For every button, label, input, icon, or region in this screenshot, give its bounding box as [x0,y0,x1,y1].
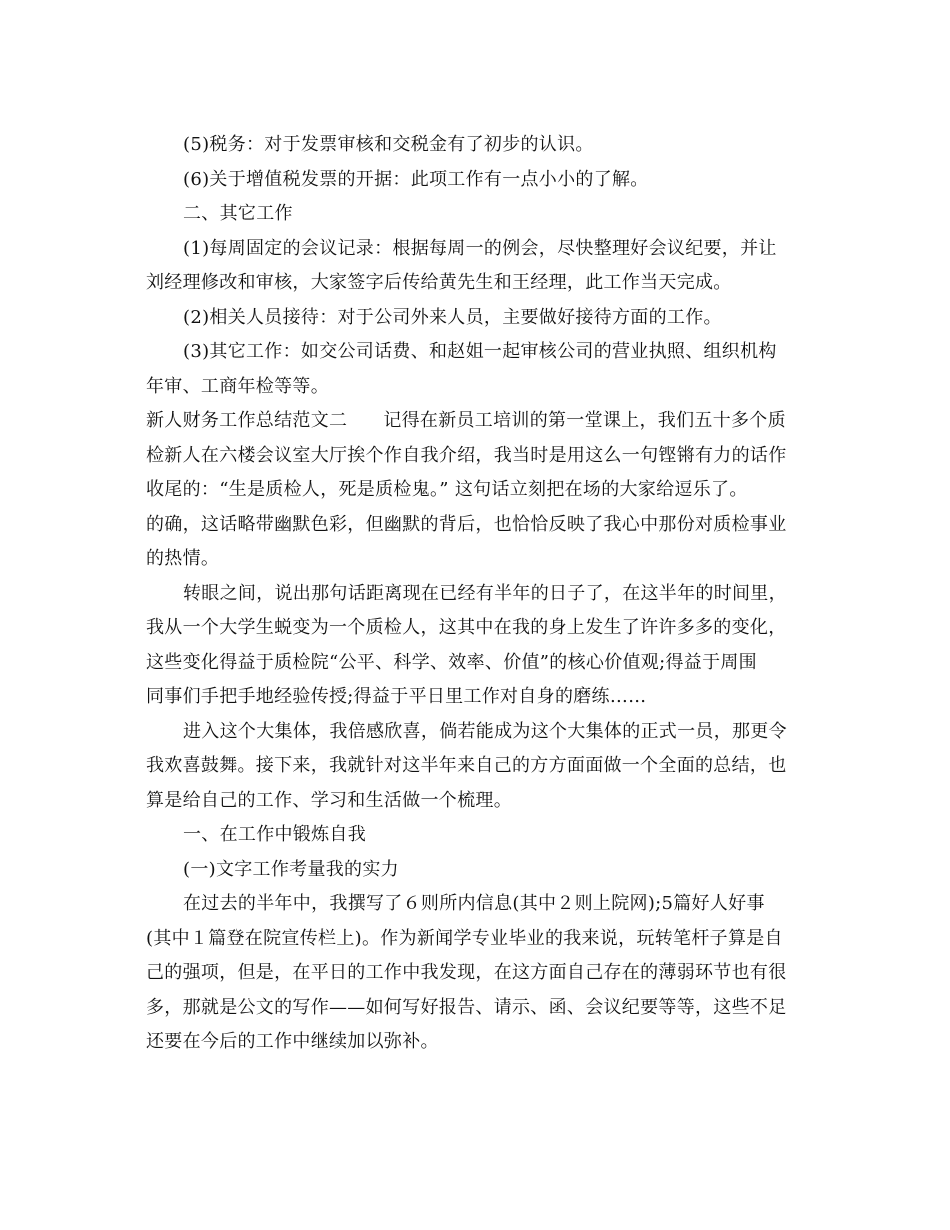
paragraph-line: (5)税务：对于发票审核和交税金有了初步的认识。 [183,134,594,155]
paragraph-line: 的确，这话略带幽默色彩，但幽默的背后，也恰恰反映了我心中那份对质检事业 [146,513,787,535]
paragraph-line: 己的强项，但是，在平日的工作中我发现，在这方面自己存在的薄弱环节也有很 [146,962,787,983]
paragraph-line: (6)关于增值税发票的开据：此项工作有一点小小的了解。 [183,168,649,190]
paragraph-text: 记得在新员工培训的第一堂课上，我们五十多个质 [383,410,786,431]
paragraph-line: (2)相关人员接待：对于公司外来人员，主要做好接待方面的工作。 [183,306,722,328]
paragraph-line: 我欢喜鼓舞。接下来，我就针对这半年来自己的方方面面做一个全面的总结，也 [146,755,787,776]
paragraph-line: 我从一个大学生蜕变为一个质检人，这其中在我的身上发生了许许多多的变化， [146,617,787,638]
paragraph-line: 在过去的半年中，我撰写了６则所内信息(其中２则上院网);5篇好人好事 [183,893,765,914]
paragraph-line: (1)每周固定的会议记录：根据每周一的例会，尽快整理好会议纪要，并让 [183,237,777,259]
paragraph-line: 进入这个大集体，我倍感欣喜，倘若能成为这个大集体的正式一员，那更令 [183,720,787,742]
paragraph-line: 转眼之间，说出那句话距离现在已经有半年的日子了，在这半年的时间里， [183,582,787,604]
paragraph-line: 同事们手把手地经验传授;得益于平日里工作对自身的磨练…… [146,686,647,707]
subsection-heading: (一)文字工作考量我的实力 [183,858,399,880]
paragraph-line: 检新人在六楼会议室大厅挨个作自我介绍，我当时是用这么一句铿锵有力的话作 [146,444,787,466]
paragraph-line: 收尾的：“生是质检人，死是质检鬼。” 这句话立刻把在场的大家给逗乐了。 [146,479,748,500]
paragraph-line [146,404,806,439]
paragraph-line: 的热情。 [146,548,220,569]
paragraph-line: (其中１篇登在院宣传栏上)。作为新闻学专业毕业的我来说，玩转笔杆子算是自 [146,927,783,949]
paragraph-line: (3)其它工作：如交公司话费、和赵姐一起审核公司的营业执照、组织机构 [183,341,777,362]
paragraph-line: 这些变化得益于质检院“公平、科学、效率、价值”的核心价值观;得益于周围 [146,651,757,673]
paragraph-line: 算是给自己的工作、学习和生活做一个梳理。 [146,789,512,811]
paragraph-line: 多，那就是公文的写作——如何写好报告、请示、函、会议纪要等等，这些不足 [146,996,787,1018]
paragraph-line: 刘经理修改和审核，大家签字后传给黄先生和王经理，此工作当天完成。 [146,272,732,293]
section-heading: 一、在工作中锻炼自我 [183,824,366,845]
section-heading: 二、其它工作 [183,203,293,224]
document-subtitle: 新人财务工作总结范文二 [146,410,348,431]
document-body [146,128,806,1060]
paragraph-line: 年审、工商年检等等。 [146,375,329,397]
paragraph-line: 还要在今后的工作中继续加以弥补。 [146,1031,439,1052]
